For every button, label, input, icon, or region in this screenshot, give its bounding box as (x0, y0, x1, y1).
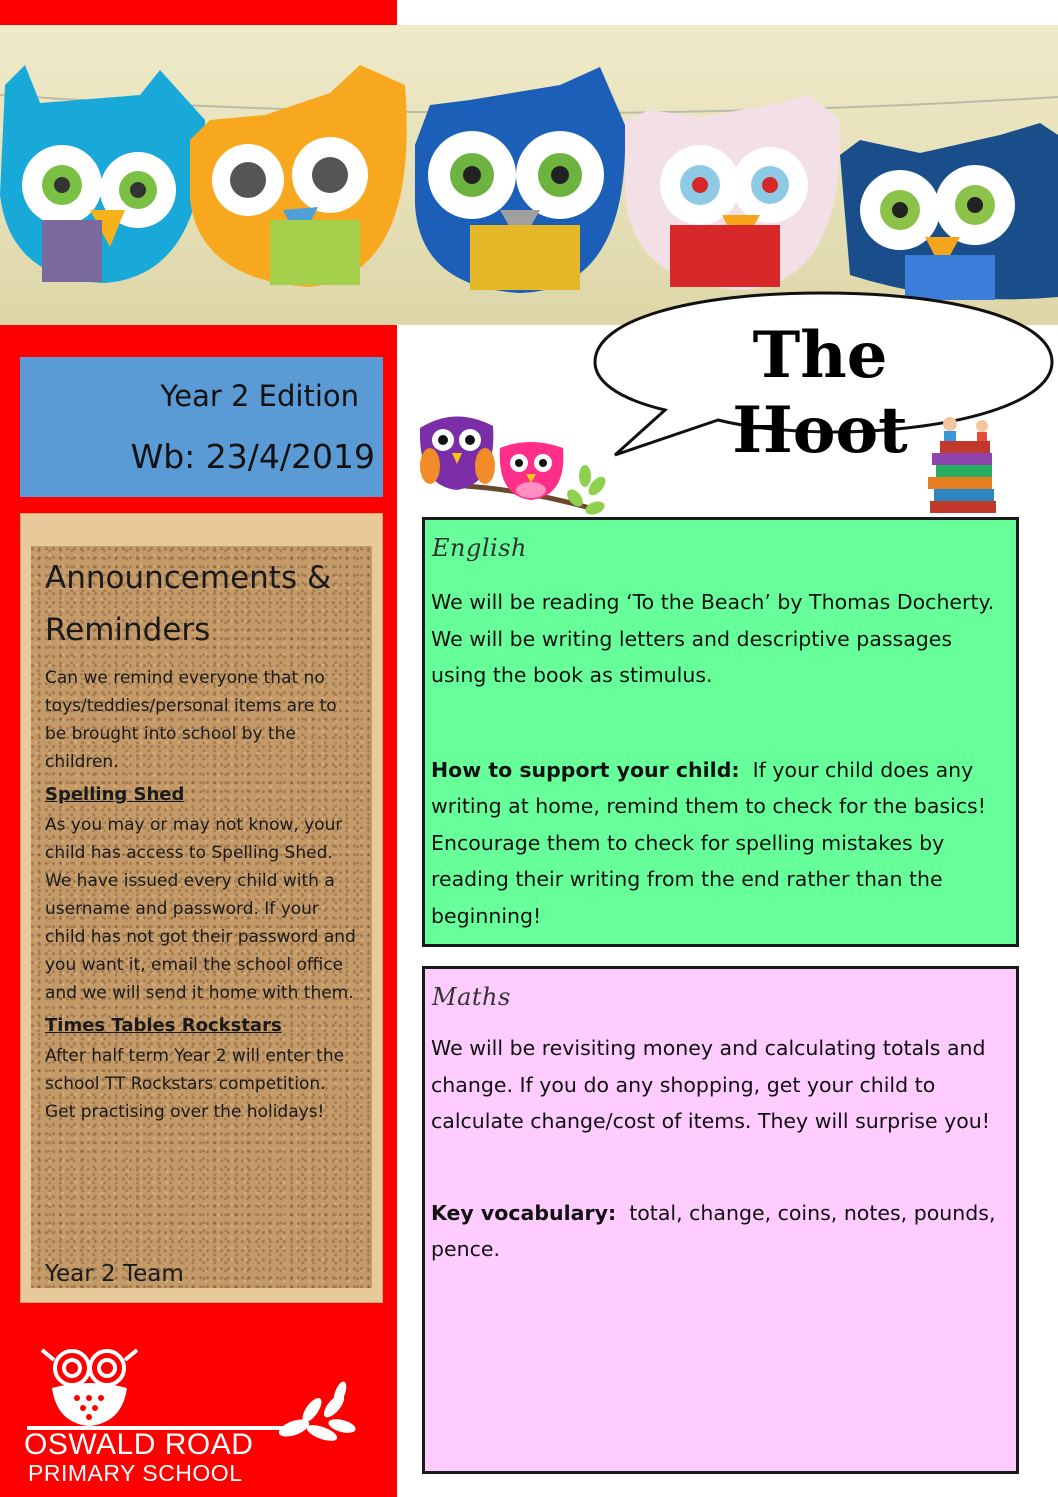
english-heading: English (432, 534, 527, 562)
tt-rockstars-text: After half term Year 2 will enter the school TT Rockstars competition. Get practising over the holidays! (45, 1046, 345, 1122)
english-section (422, 517, 1019, 947)
edition-panel (20, 357, 383, 497)
maths-paragraph: We will be revisiting money and calculating totals and change. If you do any shopping, get your child to calculate change/cost of items. They will surprise you! (431, 1036, 990, 1133)
maths-vocab-label: Key vocabulary: (431, 1200, 617, 1225)
spelling-shed-heading: Spelling Shed (45, 784, 185, 805)
maths-vocab (431, 1195, 1008, 1268)
maths-vocab-text: total, change, coins, notes, pounds, pence. (431, 1200, 996, 1261)
english-support-label: How to support your child: (431, 757, 740, 782)
english-support (431, 752, 1008, 935)
corkboard (31, 546, 372, 1288)
owls-on-branch-icon (415, 408, 615, 518)
school-type: PRIMARY SCHOOL (28, 1460, 243, 1486)
tt-rockstars-heading: Times Tables Rockstars (45, 1015, 282, 1036)
owl-bunting-illustration (0, 25, 1058, 325)
newsletter-title: The Hoot (732, 318, 908, 468)
announcements-title-line1: Announcements & (45, 560, 332, 596)
signoff: Year 2 Team (45, 1261, 184, 1287)
maths-section (422, 966, 1019, 1474)
owl-bunting-photo (0, 25, 1058, 325)
book-stack-icon (922, 406, 1002, 516)
maths-body (431, 1030, 1008, 1268)
edition-date: Wb: 23/4/2019 (130, 437, 375, 476)
edition-title: Year 2 Edition (160, 379, 359, 413)
announcements-content (45, 552, 360, 1132)
corkboard-frame (20, 513, 383, 1303)
maths-heading: Maths (432, 983, 511, 1011)
english-body (431, 584, 1008, 934)
school-name: OSWALD ROAD (24, 1428, 254, 1461)
announcements-intro: Can we remind everyone that no toys/teddies/personal items are to be brought into school by the children. (45, 668, 337, 772)
announcements-title-line2: Reminders (45, 612, 211, 648)
spelling-shed-text: As you may or may not know, your child has access to Spelling Shed. We have issued every child with a username and password. If your child has not got their password and you want it, email the school office and we will send it home with them. (45, 815, 356, 1003)
english-support-text: If your child does any writing at home, remind them to check for the basics! Encourage them to check for spelling mistakes by reading their writing from the end rather than the beginning! (431, 757, 986, 928)
english-paragraph: We will be reading ‘To the Beach’ by Thomas Docherty. We will be writing letters and descriptive passages using the book as stimulus. (431, 590, 995, 687)
